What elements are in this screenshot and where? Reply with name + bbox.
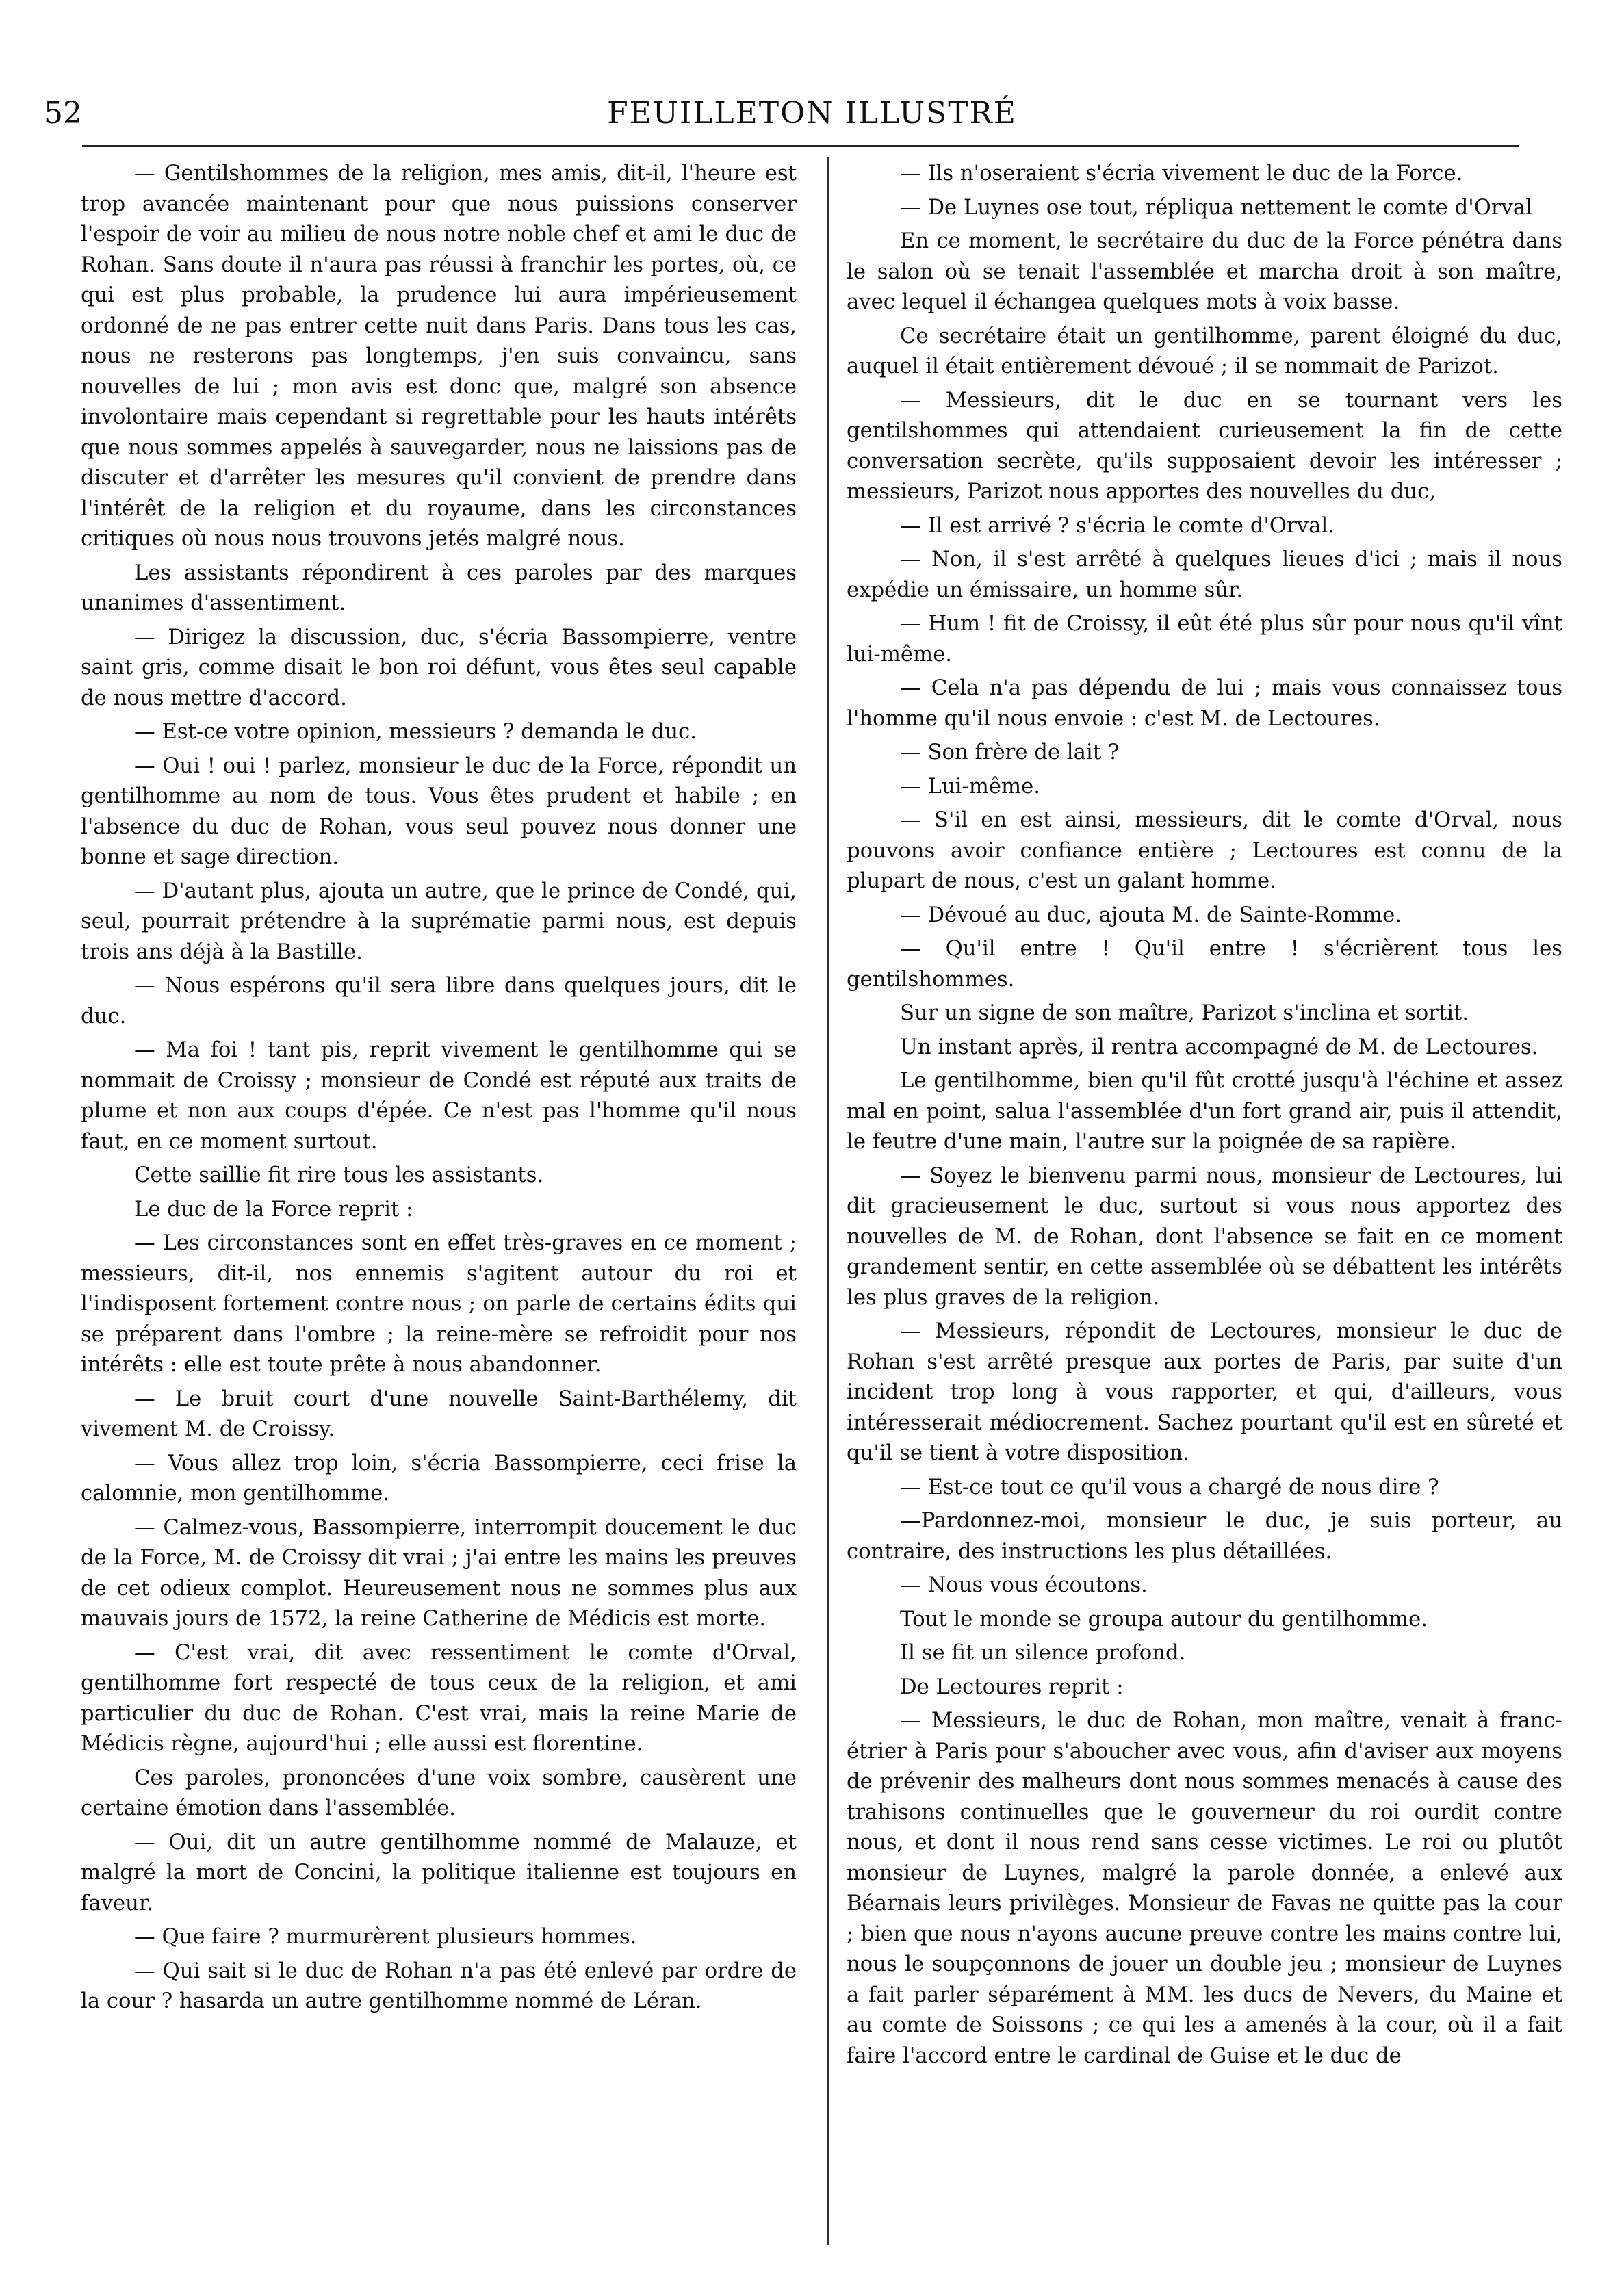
paragraph: — Ma foi ! tant pis, reprit vivement le gentilhomme qui se nommait de Croissy ; monsieur de Condé est réputé aux traits de plume et non aux coups d'épée. Ce n'est pas l'homme qu'il nous faut, en ce moment surtout.: [81, 1038, 797, 1154]
paragraph: — Messieurs, dit le duc en se tournant vers les gentilshommes qui attendaient curieusement la fin de cette conversation secrète, qu'ils supposaient devoir les intéresser ; messieurs, Parizot nous apportes des nouvelles du duc,: [847, 388, 1562, 504]
paragraph: — Dévoué au duc, ajouta M. de Sainte-Romme.: [900, 903, 1402, 927]
column-divider: [827, 157, 829, 2245]
paragraph: En ce moment, le secrétaire du duc de la Force pénétra dans le salon où se tenait l'assemblée et marcha droit à son maître, avec lequel il échangea quelques mots à voix basse.: [847, 229, 1562, 314]
paragraph: — C'est vrai, dit avec ressentiment le comte d'Orval, gentilhomme fort respecté de tous ceux de la religion, et ami particulier du duc de Rohan. C'est vrai, mais la reine Marie de Médicis règne, aujourd'hui ; elle aussi est florentine.: [81, 1640, 797, 1756]
paragraph: Ce secrétaire était un gentilhomme, parent éloigné du duc, auquel il était entièrement dévoué ; il se nommait de Parizot.: [847, 324, 1562, 378]
paragraph: — Gentilshommes de la religion, mes amis, dit-il, l'heure est trop avancée maintenant pour que nous puissions conserver l'espoir de voir au milieu de nous notre noble chef et ami le duc de Rohan. Sans doute il n'aura pas réussi à franchir les portes, où, ce qui est plus probable, la prudence lui aura impérieusement ordonné de ne pas entrer cette nuit dans Paris. Dans tous les cas, nous ne resterons pas longtemps, j'en suis convaincu, sans nouvelles de lui ; mon avis est donc que, malgré son absence involontaire mais cependant si regrettable pour les hauts intérêts que nous sommes appelés à sauvegarder, nous ne laissions pas de discuter et d'arrêter les mesures qu'il convient de prendre dans l'intérêt de la religion et du royaume, dans les circonstances critiques où nous nous trouvons jetés malgré nous.: [81, 161, 797, 551]
right-column: [847, 159, 1562, 2239]
paragraph: — Nous espérons qu'il sera libre dans quelques jours, dit le duc.: [81, 974, 797, 1029]
paragraph: Le gentilhomme, bien qu'il fût crotté jusqu'à l'échine et assez mal en point, salua l'assemblée d'un fort grand air, puis il attendit, le feutre d'une main, l'autre sur la poignée de sa rapière.: [847, 1069, 1562, 1154]
paragraph: Le duc de la Force reprit :: [134, 1197, 413, 1222]
left-column: [81, 159, 797, 2239]
paragraph: — Oui ! oui ! parlez, monsieur le duc de la Force, répondit un gentilhomme au nom de tous. Vous êtes prudent et habile ; en l'absence du duc de Rohan, vous seul pouvez nous donner une bonne et sage direction.: [81, 753, 797, 869]
paragraph: — Lui-même.: [900, 774, 1041, 799]
paragraph: — Soyez le bienvenu parmi nous, monsieur de Lectoures, lui dit gracieusement le duc, surtout si vous nous apportez des nouvelles de M. de Rohan, dont l'absence se fait en ce moment grandement sentir, en cette assemblée où se débattent les intérêts les plus graves de la religion.: [847, 1163, 1562, 1310]
paragraph: — S'il en est ainsi, messieurs, dit le comte d'Orval, nous pouvons avoir confiance entière ; Lectoures est connu de la plupart de nous, c'est un galant homme.: [847, 808, 1562, 893]
paragraph: — Qui sait si le duc de Rohan n'a pas été enlevé par ordre de la cour ? hasarda un autre gentilhomme nommé de Léran.: [81, 1959, 797, 2013]
paragraph: — Non, il s'est arrêté à quelques lieues d'ici ; mais il nous expédie un émissaire, un homme sûr.: [847, 547, 1562, 602]
paragraph: Les assistants répondirent à ces paroles par des marques unanimes d'assentiment.: [81, 560, 797, 615]
paragraph: — Est-ce tout ce qu'il vous a chargé de nous dire ?: [900, 1475, 1439, 1499]
paragraph: — Qu'il entre ! Qu'il entre ! s'écrièrent tous les gentilshommes.: [847, 937, 1562, 992]
running-title: FEUILLETON ILLUSTRÉ: [607, 96, 1017, 131]
paragraph: Cette saillie fit rire tous les assistants.: [134, 1163, 544, 1187]
paragraph: — Nous vous écoutons.: [900, 1573, 1148, 1597]
header-rule: [82, 145, 1519, 147]
page-number: 52: [44, 96, 82, 131]
paragraph: — Que faire ? murmurèrent plusieurs hommes.: [134, 1925, 637, 1949]
paragraph: — Les circonstances sont en effet très-graves en ce moment ; messieurs, dit-il, nos ennemis s'agitent autour du roi et l'indisposent fortement contre nous ; on parle de certains édits qui se préparent dans l'ombre ; la reine-mère se refroidit pour nos intérêts : elle est toute prête à nous abandonner.: [81, 1231, 797, 1377]
paragraph: — Dirigez la discussion, duc, s'écria Bassompierre, ventre saint gris, comme disait le bon roi défunt, vous êtes seul capable de nous mettre d'accord.: [81, 625, 797, 710]
paragraph: — De Luynes ose tout, répliqua nettement le comte d'Orval: [900, 195, 1532, 220]
paragraph: — Ils n'oseraient s'écria vivement le duc de la Force.: [900, 161, 1463, 185]
paragraph: Un instant après, il rentra accompagné de M. de Lectoures.: [900, 1035, 1538, 1059]
paragraph: — Cela n'a pas dépendu de lui ; mais vous connaissez tous l'homme qu'il nous envoie : c'est M. de Lectoures.: [847, 676, 1562, 731]
paragraph: — Vous allez trop loin, s'écria Bassompierre, ceci frise la calomnie, mon gentilhomme.: [81, 1451, 797, 1506]
paragraph: — Son frère de lait ?: [900, 740, 1120, 764]
paragraph: — Messieurs, le duc de Rohan, mon maître, venait à franc-étrier à Paris pour s'aboucher avec vous, afin d'aviser aux moyens de prévenir des malheurs dont nous sommes menacés à cause des trahisons continuelles que le gouverneur du roi ourdit contre nous, et dont il nous rend sans cesse victimes. Le roi ou plutôt monsieur de Luynes, malgré la parole donnée, a enlevé aux Béarnais leurs privilèges. Monsieur de Favas ne quitte pas la cour ; bien que nous n'ayons aucune preuve contre les mains contre lui, nous le soupçonnons de jouer un double jeu ; monsieur de Luynes a fait parler séparément à MM. les ducs de Nevers, du Maine et au comte de Soissons ; ce qui les a amenés à la cour, où il a fait faire l'accord entre le cardinal de Guise et le duc de: [847, 1709, 1562, 2068]
paragraph: — Oui, dit un autre gentilhomme nommé de Malauze, et malgré la mort de Concini, la politique italienne est toujours en faveur.: [81, 1830, 797, 1915]
paragraph: Sur un signe de son maître, Parizot s'inclina et sortit.: [900, 1001, 1469, 1025]
paragraph: — Calmez-vous, Bassompierre, interrompit doucement le duc de la Force, M. de Croissy dit vrai ; j'ai entre les mains les preuves de cet odieux complot. Heureusement nous ne sommes plus aux mauvais jours de 1572, la reine Catherine de Médicis est morte.: [81, 1515, 797, 1631]
paragraph: — Est-ce votre opinion, messieurs ? demanda le duc.: [134, 720, 697, 744]
paragraph: Il se fit un silence profond.: [900, 1641, 1186, 1665]
paragraph: — Le bruit court d'une nouvelle Saint-Barthélemy, dit vivement M. de Croissy.: [81, 1386, 797, 1441]
paragraph: De Lectoures reprit :: [900, 1675, 1124, 1699]
paragraph: Tout le monde se groupa autour du gentilhomme.: [900, 1607, 1428, 1631]
paragraph: — Messieurs, répondit de Lectoures, monsieur le duc de Rohan s'est arrêté presque aux portes de Paris, par suite d'un incident trop long à vous rapporter, et qui, d'ailleurs, vous intéresserait médiocrement. Sachez pourtant qu'il est en sûreté et qu'il se tient à votre disposition.: [847, 1319, 1562, 1465]
paragraph: —Pardonnez-moi, monsieur le duc, je suis porteur, au contraire, des instructions les plus détaillées.: [847, 1509, 1562, 1564]
paragraph: — Hum ! fit de Croissy, il eût été plus sûr pour nous qu'il vînt lui-même.: [847, 612, 1562, 667]
paragraph: — D'autant plus, ajouta un autre, que le prince de Condé, qui, seul, pourrait prétendre à la suprématie parmi nous, est depuis trois ans déjà à la Bastille.: [81, 879, 797, 964]
paragraph: — Il est arrivé ? s'écria le comte d'Orval.: [900, 513, 1335, 538]
paragraph: Ces paroles, prononcées d'une voix sombre, causèrent une certaine émotion dans l'assemblée.: [81, 1766, 797, 1820]
